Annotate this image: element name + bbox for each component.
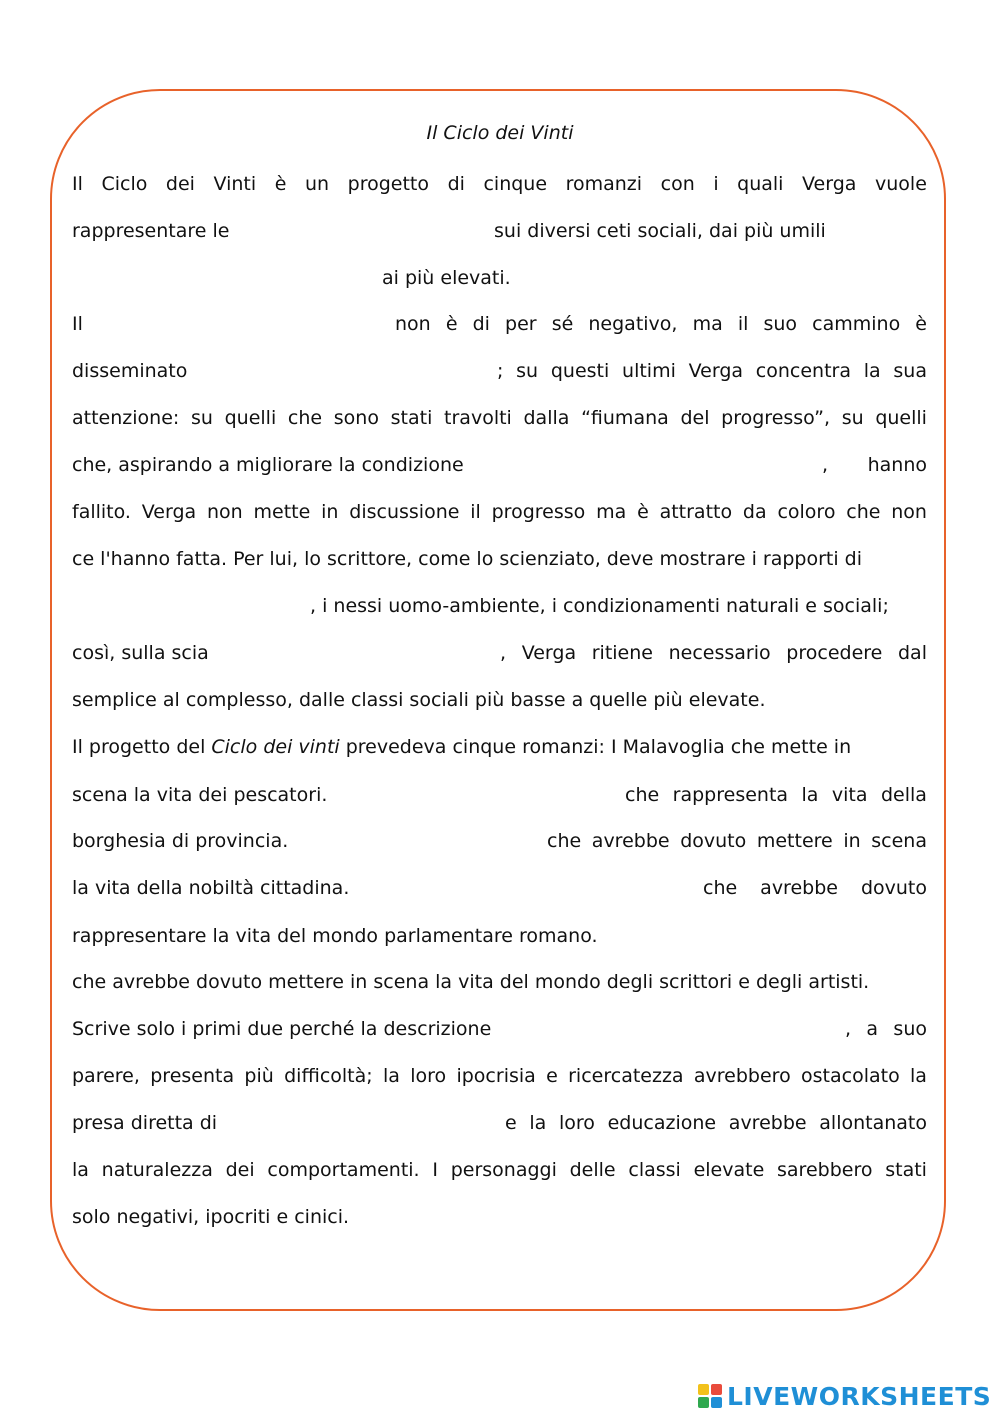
text-segment: la vita della nobiltà cittadina. [72, 877, 350, 899]
word: del [680, 407, 710, 429]
word: , [500, 642, 507, 664]
paragraph-line-13 [72, 734, 927, 760]
word: la [529, 1112, 547, 1134]
word: educazione [607, 1112, 717, 1134]
text-segment: Il [72, 313, 83, 335]
liveworksheets-logo [697, 1381, 991, 1411]
justified-segment [625, 782, 927, 808]
word: dovuto [860, 877, 927, 899]
word: stati [885, 1159, 927, 1181]
paragraph-line-11 [72, 640, 927, 666]
text-segment [72, 734, 927, 760]
paragraph-line-19 [72, 1016, 927, 1042]
word: stati [390, 407, 433, 429]
paragraph-line-2 [72, 218, 927, 244]
justified-segment [395, 311, 927, 337]
word: I [432, 1159, 438, 1181]
word: sono [333, 407, 379, 429]
word: progresso”, [721, 407, 831, 429]
word: elevate [693, 1159, 765, 1181]
word: Verga [521, 642, 577, 664]
word: che [625, 784, 660, 806]
text-segment: ce l'hanno fatta. Per lui, lo scrittore, come lo scienziato, deve mostrare i rapporti di [72, 548, 863, 570]
word: è [274, 173, 287, 195]
word: Ciclo [101, 173, 148, 195]
text-segment: disseminato [72, 360, 188, 382]
word: naturalezza [101, 1159, 213, 1181]
text-run: prevedeva cinque romanzi: I Malavoglia che mette in [339, 736, 852, 758]
paragraph-line-3 [72, 265, 927, 291]
word: su [190, 407, 213, 429]
word: a [866, 1018, 879, 1040]
text-segment: rappresentare la vita del mondo parlamentare romano. [72, 925, 598, 947]
word: comportamenti. [267, 1159, 420, 1181]
paragraph-line-21 [72, 1110, 927, 1136]
word: quali [737, 173, 784, 195]
text-segment: così, sulla scia [72, 642, 209, 664]
justified-segment [500, 640, 927, 666]
word: della [881, 784, 927, 806]
word: sua [893, 360, 927, 382]
word: rappresenta [672, 784, 789, 806]
word: Verga [802, 173, 857, 195]
word: che [287, 407, 323, 429]
word: che [703, 877, 738, 899]
word: e [505, 1112, 517, 1134]
word: è [915, 313, 927, 335]
word: progetto [347, 173, 429, 195]
word: coloro [777, 501, 836, 523]
word: mettere [756, 830, 833, 852]
word: difficoltà; [284, 1065, 373, 1087]
word: dalla [523, 407, 570, 429]
word: discussione [349, 501, 460, 523]
word: progresso [491, 501, 586, 523]
word: scena [871, 830, 927, 852]
word: concentra [755, 360, 851, 382]
word: di [447, 173, 465, 195]
text-segment: , [822, 454, 829, 476]
paragraph-line-4 [72, 311, 927, 337]
text-segment: Scrive solo i primi due perché la descrizione [72, 1018, 492, 1040]
word: Il [72, 173, 83, 195]
word: il [470, 501, 481, 523]
word: fallito. [72, 501, 131, 523]
word: mette [253, 501, 311, 523]
word: con [660, 173, 695, 195]
word: quelli [875, 407, 927, 429]
word: dei [225, 1159, 255, 1181]
word: di [472, 313, 490, 335]
word: il [737, 313, 749, 335]
word: per [505, 313, 537, 335]
word: suo [893, 1018, 927, 1040]
word: la [801, 784, 819, 806]
paragraph-line-12 [72, 687, 927, 713]
word: la [910, 1065, 927, 1087]
word: cinque [483, 173, 548, 195]
word: loro [410, 1065, 447, 1087]
text-segment: sui diversi ceti sociali, dai più umili [494, 220, 826, 242]
word: non [206, 501, 243, 523]
word: questi [550, 360, 610, 382]
word: è [445, 313, 458, 335]
justified-segment [505, 1110, 927, 1136]
document-title: Il Ciclo dei Vinti [426, 122, 574, 144]
text-segment: borghesia di provincia. [72, 830, 289, 852]
text-segment: ai più elevati. [382, 267, 511, 289]
word: romanzi [565, 173, 643, 195]
word: quelli [224, 407, 277, 429]
word: , [845, 1018, 852, 1040]
word: è [637, 501, 649, 523]
word: la [863, 360, 881, 382]
paragraph-line-14 [72, 782, 927, 808]
paragraph-line-5 [72, 358, 927, 384]
word: non [891, 501, 927, 523]
word: negativo, [588, 313, 678, 335]
word: ipocrisia [456, 1065, 536, 1087]
word: dal [898, 642, 927, 664]
justified-segment [547, 828, 927, 854]
word: suo [763, 313, 798, 335]
word: cammino [812, 313, 901, 335]
word: ritiene [591, 642, 653, 664]
text-segment: hanno [867, 454, 927, 476]
paragraph-line-17 [72, 923, 927, 949]
word: da [742, 501, 767, 523]
word: in [321, 501, 339, 523]
word: parere, [72, 1065, 140, 1087]
text-segment: che avrebbe dovuto mettere in scena la vita del mondo degli scrittori e degli artisti. [72, 971, 870, 993]
paragraph-line-16 [72, 875, 927, 901]
text-segment: che, aspirando a migliorare la condizione [72, 454, 464, 476]
word: che [846, 501, 881, 523]
word: ; [497, 360, 504, 382]
justified-segment [497, 358, 927, 384]
word: e [546, 1065, 558, 1087]
word: Verga [688, 360, 744, 382]
paragraph-line-22 [72, 1157, 927, 1183]
text-segment: solo negativi, ipocriti e cinici. [72, 1206, 350, 1228]
text-segment: presa diretta di [72, 1112, 218, 1134]
word: su [841, 407, 864, 429]
word: avrebbe [591, 830, 670, 852]
word: avrebbero [693, 1065, 791, 1087]
paragraph-line-9 [72, 546, 927, 572]
text-segment: semplice al complesso, dalle classi sociali più basse a quelle più elevate. [72, 689, 766, 711]
paragraph-line-23 [72, 1204, 927, 1230]
word: personaggi [450, 1159, 557, 1181]
word: che [547, 830, 582, 852]
paragraph-line-18 [72, 969, 927, 995]
word: ostacolato [801, 1065, 900, 1087]
word: i [713, 173, 719, 195]
paragraph-line-20 [72, 1063, 927, 1089]
text-segment: rappresentare le [72, 220, 230, 242]
word: vuole [875, 173, 927, 195]
word: travolti [444, 407, 512, 429]
word: più [244, 1065, 274, 1087]
word: sarebbero [777, 1159, 873, 1181]
word: Vinti [213, 173, 257, 195]
word: classi [628, 1159, 681, 1181]
word: su [516, 360, 539, 382]
word: non [395, 313, 431, 335]
paragraph-line-1 [72, 171, 927, 197]
word: dovuto [680, 830, 747, 852]
word: la [72, 1159, 89, 1181]
word: ma [596, 501, 627, 523]
paragraph-line-6 [72, 405, 927, 431]
paragraph-line-7 [72, 452, 927, 478]
word: la [383, 1065, 400, 1087]
word: “fiumana [581, 407, 669, 429]
word: loro [559, 1112, 595, 1134]
word: Verga [141, 501, 197, 523]
word: ricercatezza [568, 1065, 684, 1087]
word: sé [551, 313, 574, 335]
word: vita [831, 784, 868, 806]
italic-title: Ciclo dei vinti [211, 736, 340, 758]
text-segment: scena la vita dei pescatori. [72, 784, 328, 806]
word: attenzione: [72, 407, 180, 429]
text-segment: , i nessi uomo-ambiente, i condizionamenti naturali e sociali; [310, 595, 889, 617]
justified-segment [845, 1016, 927, 1042]
word: avrebbe [760, 877, 838, 899]
word: in [843, 830, 861, 852]
word: procedere [786, 642, 883, 664]
word: avrebbe [728, 1112, 807, 1134]
word: ultimi [622, 360, 676, 382]
text-run: Il progetto del [72, 736, 212, 758]
word: attratto [659, 501, 733, 523]
justified-segment [703, 875, 927, 901]
logo-text: LIVEWORKSHEETS [727, 1381, 992, 1411]
paragraph-line-10 [72, 593, 927, 619]
logo-icon [697, 1383, 723, 1409]
paragraph-line-8 [72, 499, 927, 525]
word: un [304, 173, 330, 195]
word: necessario [668, 642, 771, 664]
paragraph-line-15 [72, 828, 927, 854]
word: ma [692, 313, 723, 335]
word: dei [165, 173, 195, 195]
word: allontanato [819, 1112, 927, 1134]
word: presenta [150, 1065, 235, 1087]
word: delle [569, 1159, 616, 1181]
